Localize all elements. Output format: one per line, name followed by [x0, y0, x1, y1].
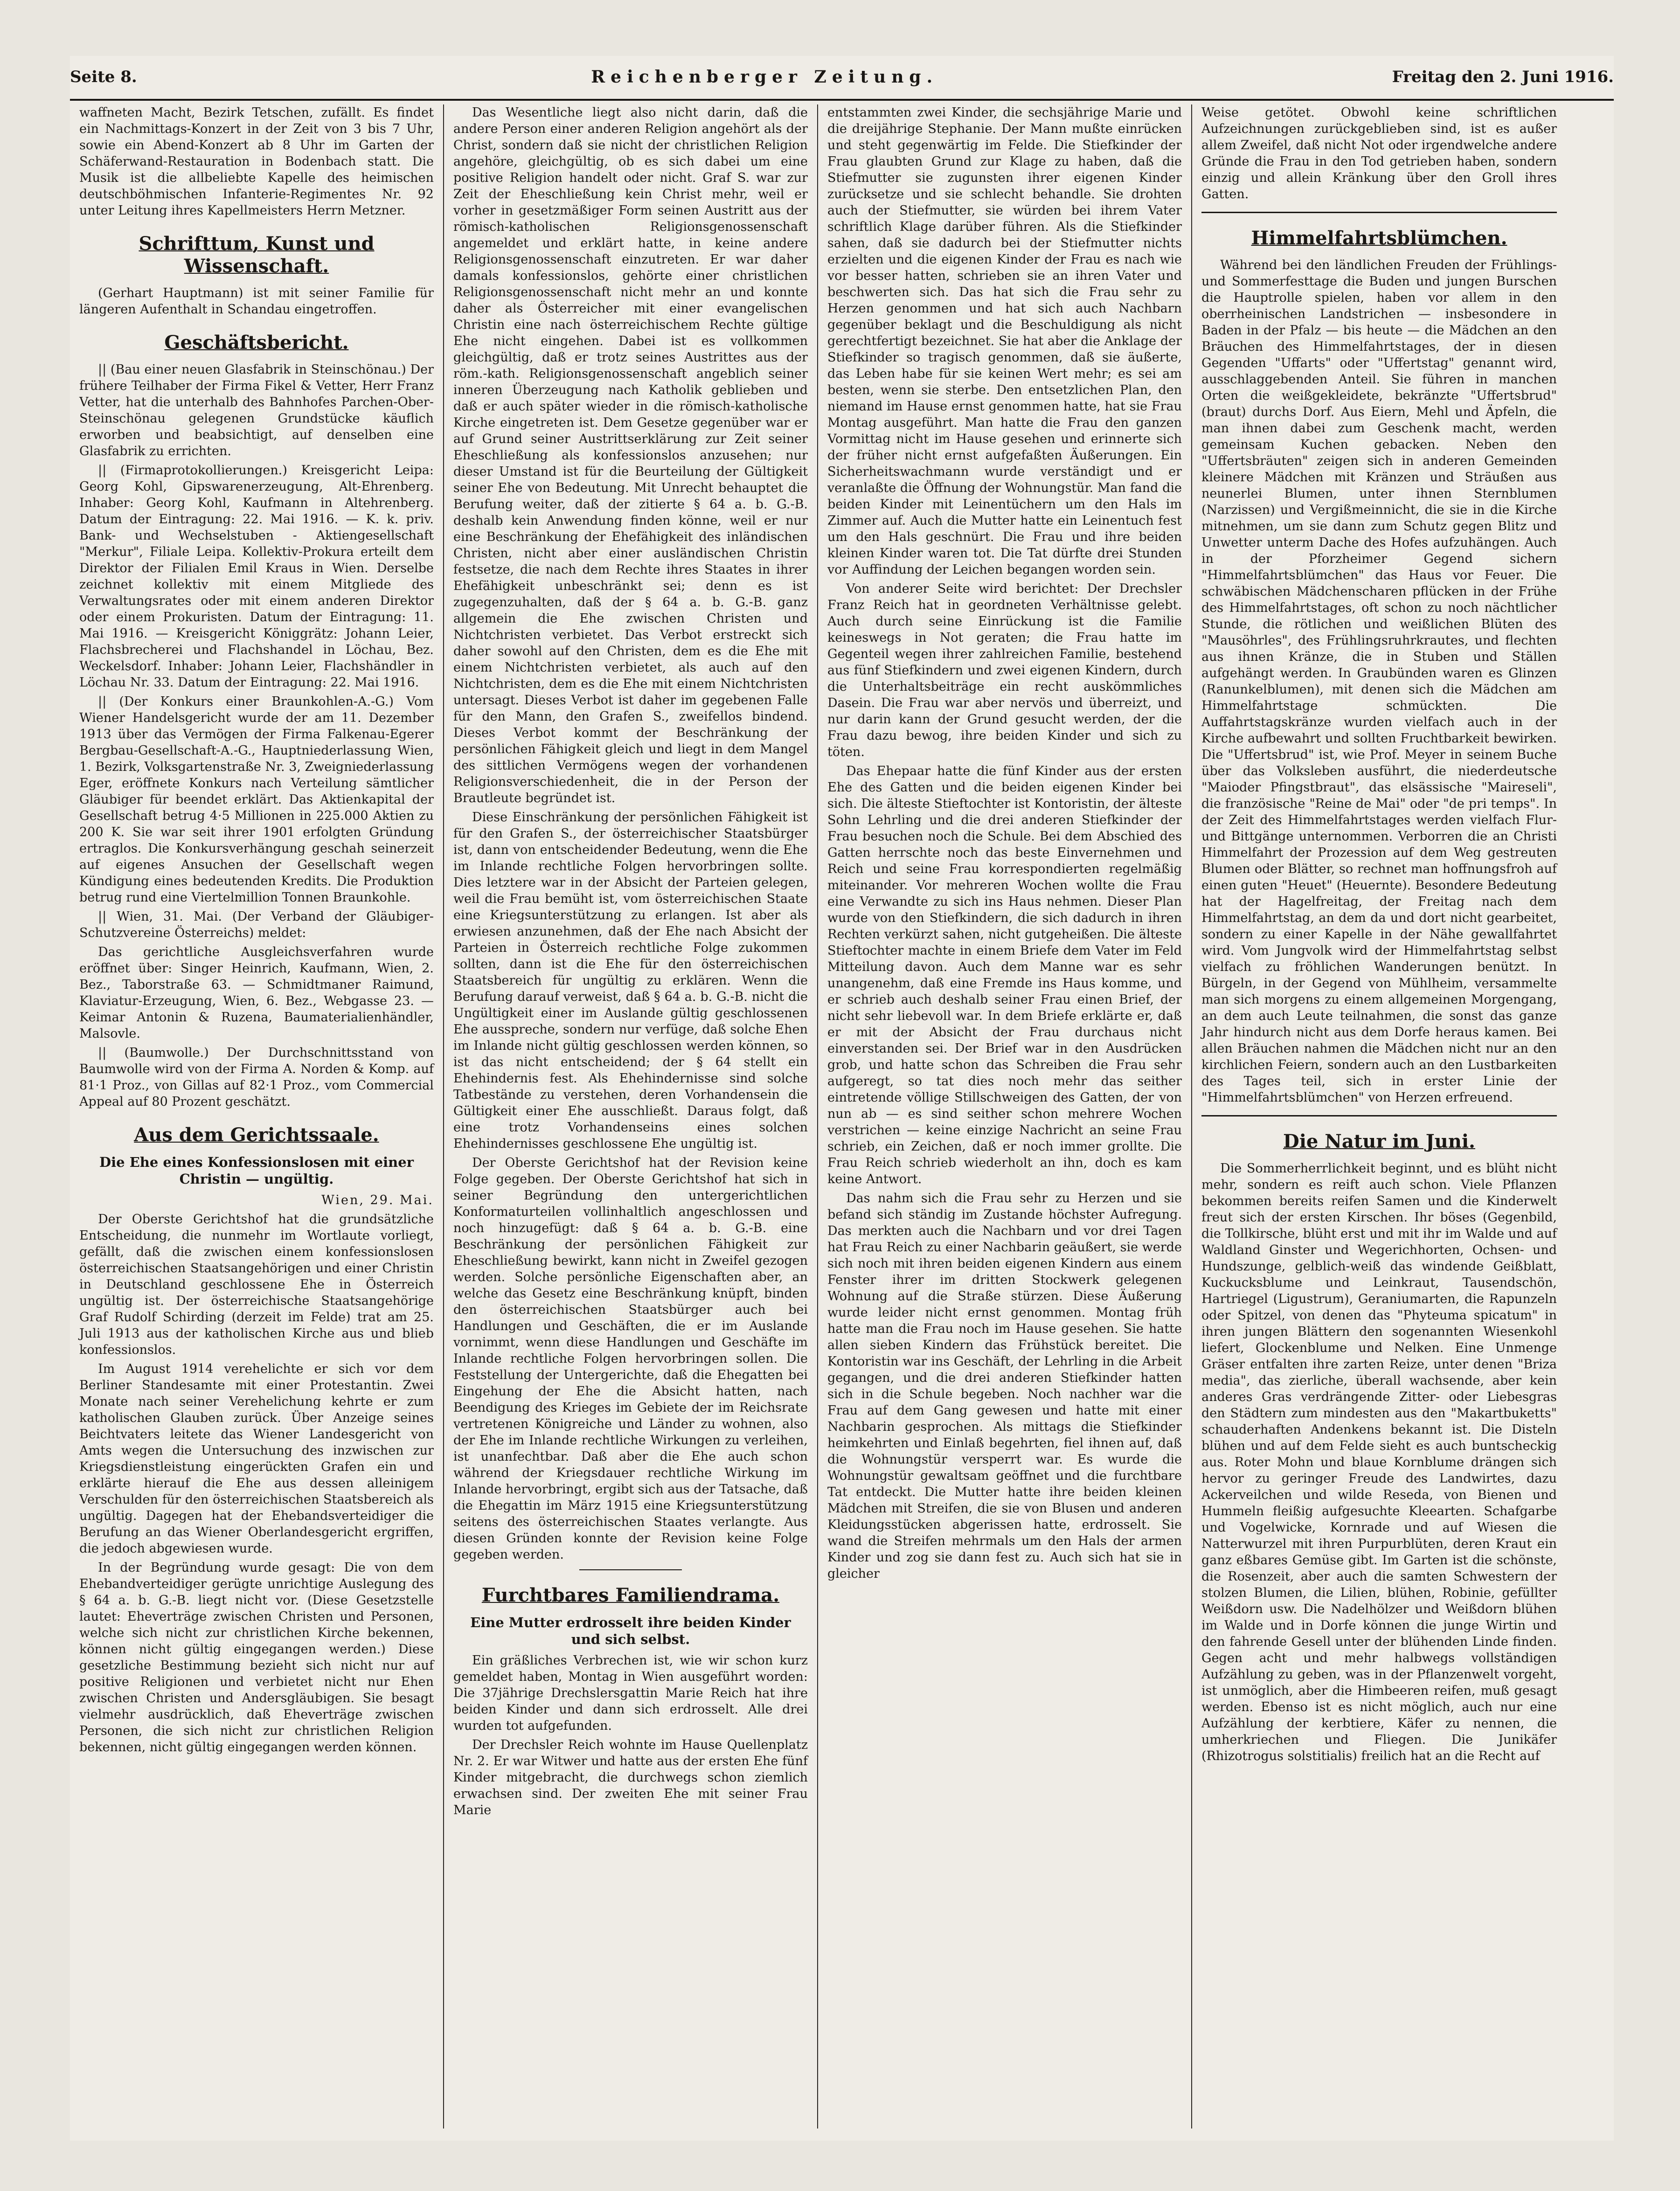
article-text: Von anderer Seite wird berichtet: Der Drechsler Franz Reich hat in geordneten Verhältnisse gelebt. Auch durch seine Einrückung ist die Familie keineswegs in Not geraten; die Frau hatte im Gegenteil wegen ihrer zahlreichen Familie, bestehend aus fünf Stiefkindern und zwei eigenen Kindern, durch die Unterhaltsbeiträge ein recht auskömmliches Dasein. Die Frau war aber nervös und überreizt, und nur darin kann der Grund gesucht werden, der die Frau dazu bewog, ihre beiden Kinder und sich zu töten. — [827, 582, 1182, 759]
section-heading-kunst: Schrifttum, Kunst und Wissenschaft. — [139, 233, 375, 277]
article-subheading: Die Ehe eines Konfessionslosen mit einer Christin — ungültig. — [99, 1154, 414, 1187]
section-heading-himmelfahrt: Himmelfahrtsblümchen. — [1251, 227, 1507, 249]
header-rule — [70, 99, 1614, 101]
newspaper-page — [70, 56, 1614, 2141]
columns — [70, 104, 1614, 2129]
article-text: Diese Einschränkung der persönlichen Fähigkeit ist für den Grafen S., der österreichischer Staatsbürger ist, dann von entscheidender Bedeutung, wenn die Ehe im Inlande rechtliche Folgen hervorbringen sollte. Dies letztere war in der Absicht der Parteien gelegen, weil die Frau bemüht ist, vom österreichischen Staate eine Kriegsunterstützung zu erlangen. Ist aber als erwiesen anzunehmen, daß der Ehe nach Absicht der Parteien in Österreich rechtliche Folge zukommen sollten, dann ist die Ehe für den österreichischen Staatsbereich für ungültig zu erklären. Wenn die Berufung darauf verweist, daß § 64 a. b. G.-B. nicht die Ungültigkeit einer im Auslande gültig geschlossenen Ehe ausspreche, sondern nur verfüge, daß solche Ehen im Inlande nicht gültig geschlossen werden können, so ist das nicht entscheidend; der § 64 stellt ein Ehehindernis fest. Als Ehehindernisse sind solche Tatbestände zu verstehen, deren Vorhandensein die Gültigkeit einer Ehe ausschließt. Daraus folgt, daß eine trotz Vorhandenseins eines solchen Ehehindernisses geschlossene Ehe ungültig ist. — [453, 810, 808, 1151]
article-text: waffneten Macht, Bezirk Tetschen, zufällt. Es findet ein Nachmittags-Konzert in der Zeit von 3 bis 7 Uhr, sowie ein Abend-Konzert ab 8 Uhr im Garten der Schäferwand-Restauration in Bodenbach statt. Die Musik ist die allbeliebte Kapelle des heimischen deutschböhmischen Infanterie-Regimentes Nr. 92 unter Leitung ihres Kapellmeisters Herrn Metzner. — [79, 105, 434, 218]
article-text: (Gerhart Hauptmann) ist mit seiner Familie für längeren Aufenthalt in Schandau eingetroffen. — [79, 286, 434, 317]
section-heading-gericht: Aus dem Gerichtssaale. — [134, 1124, 379, 1146]
separator — [1201, 1115, 1557, 1116]
article-text: Im August 1914 verehelichte er sich vor dem Berliner Standesamte mit einer Protestantin. Zwei Monate nach seiner Verehelichung kehrte er zum katholischen Glauben zurück. Über Anzeige seines Beichtvaters leitete das Wiener Landesgericht von Amts wegen die Untersuchung des inzwischen zur Kriegsdienstleistung eingerückten Grafen ein und erklärte hierauf die Ehe aus dessen alleinigem Verschulden für den österreichischen Staatsbereich als ungültig. Dagegen hat der Ehebandsverteidiger die Berufung an das Wiener Oberlandesgericht ergriffen, die jedoch abgewiesen wurde. — [79, 1362, 434, 1556]
column-4 — [1192, 104, 1566, 2129]
column-2 — [444, 104, 818, 2129]
article-text: entstammten zwei Kinder, die sechsjährige Marie und die dreijährige Stephanie. Der Mann mußte einrücken und steht gegenwärtig im Felde. Die Stiefkinder der Frau glaubten Grund zur Klage zu haben, daß die Stiefmutter sie zugunsten ihrer eigenen Kinder zurücksetze und sie schlecht behandle. Sie drohten auch der Stiefmutter, sie würden bei ihrem Vater schriftlich Klage darüber führen. Als die Stiefkinder sahen, daß sie dadurch bei der Stiefmutter nichts erzielten und die eigenen Kinder der Frau es nach wie vor besser hatten, schrieben sie an ihren Vater und beschwerten sich. Das hat sich die Frau sehr zu Herzen genommen und hat sich auch Nachbarn gegenüber beklagt und die Beschuldigung als nicht gerechtfertigt bezeichnet. Sie hat aber die Anklage der Stiefkinder so tragisch genommen, daß sie äußerte, das Leben habe für sie keinen Wert mehr; es sei am besten, wenn sie sterbe. Den entsetzlichen Plan, den niemand im Hause ernst genommen hatte, hat sie Frau Montag ausgeführt. Man hatte die Frau den ganzen Vormittag nicht im Hause gesehen und erinnerte sich der früher nicht ernst aufgefaßten Äußerungen. Ein Sicherheitswachmann wurde verständigt und er veranlaßte die Öffnung der Wohnungstür. Man fand die beiden Kinder mit Leinentüchern um den Hals im Zimmer auf. Auch die Mutter hatte ein Leinentuch fest um den Hals geschnürt. Die Frau und ihre beiden kleinen Kinder waren tot. Die Tat dürfte drei Stunden vor Auffindung der Leichen begangen worden sein. — [827, 105, 1182, 577]
article-text: || (Der Konkurs einer Braunkohlen-A.-G.) Vom Wiener Handelsgericht wurde der am 11. Dezember 1913 über das Vermögen der Firma Falkenau-Egerer Bergbau-Gesellschaft-A.-G., Hauptniederlassung Wien, 1. Bezirk, Volksgartenstraße Nr. 3, Zweigniederlassung Eger, eröffnete Konkurs nach Verteilung sämtlicher Gläubiger für beendet erklärt. Das Aktienkapital der Gesellschaft betrug 4·5 Millionen in 225.000 Aktien zu 200 K. Sie war seit ihrer 1901 erfolgten Gründung ertraglos. Die Konkursverhängung geschah seinerzeit auf eigenes Ansuchen der Gesellschaft wegen Kündigung eines bedeutenden Kredits. Die Produktion betrug rund eine Viertelmillion Tonnen Braunkohle. — [79, 694, 434, 905]
dateline: Wien, 29. Mai. — [321, 1193, 434, 1207]
page-header — [70, 56, 1614, 98]
article-text: || Wien, 31. Mai. (Der Verband der Gläubiger-Schutzvereine Österreichs) meldet: — [79, 909, 434, 940]
separator — [1201, 212, 1557, 213]
article-text: Das Wesentliche liegt also nicht darin, daß die andere Person einer anderen Religion angehört als der Christ, sondern daß sie nicht der christlichen Religion angehöre, gleichgültig, ob es sich dabei um eine positive Religion handelt oder nicht. Graf S. war zur Zeit der Eheschließung kein Christ mehr, weil er vorher in gesetzmäßiger Form seinen Austritt aus der römisch-katholischen Religionsgenossenschaft angemeldet und erklärt hatte, in keine andere Religionsgenossenschaft einzutreten. Er war daher damals konfessionslos, gehörte einer christlichen Religionsgenossenschaft nicht mehr an und konnte daher als Österreicher mit einer evangelischen Christin eine nach österreichischem Rechte gültige Ehe nicht eingehen. Dabei ist es vollkommen gleichgültig, daß er trotz seines Austrittes aus der röm.-kath. Religionsgenossenschaft angeblich seiner inneren Überzeugung nach Katholik geblieben und daß er auch später wieder in die römisch-katholische Kirche eingetreten ist. Dem Gesetze gegenüber war er auf Grund seiner Austrittserklärung zur Zeit seiner Eheschließung als konfessionslos anzusehen; nur dieser Umstand ist für die Beurteilung der Gültigkeit seiner Ehe von Bedeutung. Mit Unrecht behauptet die Berufung weiter, daß der zitierte § 64 a. b. G.-B. deshalb kein Anwendung finden könne, weil er nur eine Beschränkung der Ehefähigkeit des inländischen Christen, nicht aber einer ausländischen Christin festsetze, die nach dem Rechte ihres Staates in ihrer Ehefähigkeit unbeschränkt sei; denn es ist zugegenzuhalten, daß der § 64 a. b. G.-B. ganz allgemein die Ehe zwischen Christen und Nichtchristen verbietet. Das Verbot erstreckt sich daher sowohl auf den Christen, dem es die Ehe mit einem Nichtchristen verbietet, als auch auf den Nichtchristen, dem es die Ehe mit einem Nichtchristen untersagt. Dieses Verbot ist daher im gegebenen Falle für den Mann, den Grafen S., zweifellos bindend. Dieses Verbot kommt der Beschränkung der persönlichen Fähigkeit gleich und liegt in dem Mangel des sittlichen Vermögens wegen der vorhandenen Religionsverschiedenheit, die in der Person der Brautleute begründet ist. — [453, 105, 808, 805]
page-number: Seite 8. — [70, 68, 137, 86]
article-text: Das Ehepaar hatte die fünf Kinder aus der ersten Ehe des Gatten und die beiden eigenen Kinder bei sich. Die älteste Stieftochter ist Kontoristin, der älteste Sohn Lehrling und die drei anderen Stiefkinder der Frau besuchen noch die Schule. Bei dem Abschied des Gatten herrschte noch das beste Einvernehmen und Reich und seine Frau korrespondierten regelmäßig miteinander. Vor mehreren Wochen wollte die Frau eine Verwandte zu sich ins Haus nehmen. Dieser Plan wurde von den Stiefkindern, die sich dadurch in ihren Rechten verkürzt sahen, nicht gutgeheißen. Die älteste Stieftochter machte in einem Briefe dem Vater im Feld Mitteilung davon. Auch dem Manne war es sehr unangenehm, daß eine Fremde ins Haus komme, und er schrieb auch deshalb seiner Frau einen Brief, der nicht sehr liebevoll war. In dem Briefe erklärte er, daß er mit der Absicht der Frau durchaus nicht einverstanden sei. Der Brief war in den Ausdrücken grob, und hatte schon das Schreiben die Frau sehr aufgeregt, so tat dies noch mehr das seither eintretende völlige Stillschweigen des Gatten, der von nun ab — es sind seither schon mehrere Wochen verstrichen — keine einzige Nachricht an seine Frau schrieb, ein Zeichen, daß er noch immer grollte. Die Frau Reich schrieb wiederholt an ihn, doch es kam keine Antwort. — [827, 764, 1182, 1186]
section-heading-geschaeft: Geschäftsbericht. — [164, 332, 349, 354]
article-subheading: Eine Mutter erdrosselt ihre beiden Kinder und sich selbst. — [470, 1615, 791, 1647]
section-heading-natur: Die Natur im Juni. — [1283, 1130, 1475, 1152]
article-text: In der Begründung wurde gesagt: Die von dem Ehebandverteidiger gerügte unrichtige Auslegung des § 64 a. b. G.-B. liegt nicht vor. (Diese Gesetzstelle lautet: Eheverträge zwischen Christen und Personen, welche sich nicht zur christlichen Kirche bekennen, können nicht gültig eingegangen werden.) Diese gesetzliche Bestimmung bezieht sich nicht nur auf positive Religionen und verbietet nicht nur Ehen zwischen Christen und Andersgläubigen. Sie besagt vielmehr ausdrücklich, daß Eheverträge zwischen Personen, die sich nicht zur christlichen Religion bekennen, nicht gültig eingegangen werden können. — [79, 1560, 434, 1754]
separator — [579, 1569, 682, 1570]
column-3 — [818, 104, 1192, 2129]
article-text: Das nahm sich die Frau sehr zu Herzen und sie befand sich ständig im Zustande höchster Aufregung. Das merkten auch die Nachbarn und vor drei Tagen hat Frau Reich zu einer Nachbarin geäußert, sie werde sich noch mit ihren beiden eigenen Kindern aus einem Fenster ihrer im dritten Stockwerk gelegenen Wohnung auf die Straße stürzen. Diese Äußerung wurde leider nicht ernst genommen. Montag früh hatte man die Frau noch im Hause gesehen. Sie hatte allen sieben Kindern das Frühstück bereitet. Die Kontoristin war ins Geschäft, der Lehrling in die Arbeit gegangen, und die drei anderen Stiefkinder hatten sich in die Schule begeben. Noch nachher war die Frau auf dem Gang gewesen und hatte mit einer Nachbarin gesprochen. Als mittags die Stiefkinder heimkehrten und Einlaß begehrten, fiel ihnen auf, daß die Wohnungstür versperrt war. Es wurde die Wohnungstür gewaltsam geöffnet und die furchtbare Tat entdeckt. Die Mutter hatte ihre beiden kleinen Mädchen mit Streifen, die sie von Blusen und anderen Kleidungsstücken abgerissen hatte, erdrosselt. Sie wand die Streifen mehrmals um den Hals der armen Kinder und zog sie dann fest zu. Auch sich hat sie in gleicher — [827, 1191, 1182, 1581]
issue-date: Freitag den 2. Juni 1916. — [1392, 68, 1614, 86]
article-text: Während bei den ländlichen Freuden der Frühlings- und Sommerfesttage die Buden und jungen Burschen die Hauptrolle spielen, haben vor allem in den oberrheinischen Landstrichen — insbesondere in Baden in der Pfalz — bis heute — die Mädchen an den Bräuchen des Himmelfahrtstages, der in diesen Gegenden "Uffarts" oder "Uffertstag" genannt wird, ausschlaggebenden Anteil. Sie führen in manchen Orten die weißgekleidete, bekränzte "Uffertsbrud" (braut) durchs Dorf. Aus Eiern, Mehl und Äpfeln, die man ihnen dabei zum Geschenk macht, werden gemeinsam Kuchen gebacken. Neben den "Uffertsbräuten" zeigen sich in anderen Gemeinden kleinere Mädchen mit Kränzen und Sträußen aus neunerlei Blumen, unter ihnen Sternblumen (Narzissen) und Vergißmeinnicht, die sie in die Kirche mitnehmen, um sie dann zum Schutz gegen Blitz und Unwetter unterm Dache des Hofes aufzuhängen. Auch in der Pforzheimer Gegend sichern "Himmelfahrtsblümchen" das Haus vor Feuer. Die schwäbischen Mädchenscharen pflücken in der Frühe des Himmelfahrtstages, oft schon zu noch nächtlicher Stunde, die rötlichen und weißlichen Blüten des "Mausöhrles", des Frühlingsruhrkrautes, und flechten aus ihnen Kränze, die in Stuben und Ställen aufgehängt werden. In Graubünden waren es Glinzen (Ranunkelblumen), mit denen sich die Mädchen am Himmelfahrtstage schmückten. Die Auffahrtstagskränze wurden vielfach auch in der Kirche aufbewahrt und sollten Fruchtbarkeit bewirken. Die "Uffertsbrud" ist, wie Prof. Meyer in seinem Buche über das Volksleben ausführt, die niederdeutsche "Maioder Pfingstbraut", das elsässische "Maireseli", die französische "Reine de Mai" oder "de pri temps". In der Zeit des Himmelfahrtstages werden vielfach Flur- und Bittgänge unternommen. Verborren die an Christi Himmelfahrt der Prozession auf dem Weg gestreuten Blumen oder Blätter, so rechnet man hoffnungsfroh auf einen guten "Heuet" (Heuernte). Besondere Bedeutung hat der Hagelfreitag, der Freitag nach dem Himmelfahrtstag, an dem da und dort nicht gearbeitet, sondern zu einer Kapelle in der Nähe gewallfahrtet wird. Vom Jungvolk wird der Himmelfahrtstag selbst vielfach zu fröhlichen Wanderungen benützt. In Bürgeln, in der Gegend von Mühlheim, versammelte man sich morgens zu einem allgemeinen Morgengang, an dem auch Leute teilnahmen, die sonst das ganze Jahr hindurch nicht aus dem Dorfe heraus kamen. Bei allen Bräuchen nahmen die Mädchen nicht nur an den kirchlichen Feiern, sondern auch an den Lustbarkeiten des Tages teil, sich in erster Linie der "Himmelfahrtsblümchen" von Herzen erfreuend. — [1201, 258, 1557, 1105]
newspaper-title: Reichenberger Zeitung. — [591, 67, 938, 87]
article-text: || (Baumwolle.) Der Durchschnittsstand von Baumwolle wird von der Firma A. Norden & Komp. auf 81·1 Proz., von Gillas auf 82·1 Proz., vom Commercial Appeal auf 80 Prozent geschätzt. — [79, 1046, 434, 1109]
section-heading-drama: Furchtbares Familiendrama. — [481, 1584, 780, 1606]
article-text: Der Oberste Gerichtshof hat der Revision keine Folge gegeben. Der Oberste Gerichtshof hat sich in seiner Begründung den untergerichtlichen Konformaturteilen vollinhaltlich angeschlossen und noch hinzugefügt: daß § 64 a. b. G.-B. eine Beschränkung der persönlichen Fähigkeit zur Eheschließung bewirkt, kann nicht in Zweifel gezogen werden. Solche persönliche Eigenschaften aber, an welche das Gesetz eine Beschränkung knüpft, binden den österreichischen Staatsbürger auch bei Handlungen und Geschäften, die er im Auslande vornimmt, wenn diese Handlungen und Geschäfte im Inlande rechtliche Folgen hervorbringen sollen. Die Feststellung der Untergerichte, daß die Ehegatten bei Eingehung der Ehe die Absicht hatten, nach Beendigung des Krieges im Gebiete der im Reichsrate vertretenen Königreiche und Länder zu wohnen, also der Ehe im Inlande rechtliche Wirkungen zu verleihen, ist unanfechtbar. Daß aber die Ehe auch schon während der Kriegsdauer rechtliche Wirkung im Inlande hervorbringt, ergibt sich aus der Tatsache, daß die Ehegattin im März 1915 eine Kriegsunterstützung seitens des österreichischen Staates verlangte. Aus diesen Gründen konnte der Revision keine Folge gegeben werden. — [453, 1156, 808, 1562]
article-text: Der Drechsler Reich wohnte im Hause Quellenplatz Nr. 2. Er war Witwer und hatte aus der ersten Ehe fünf Kinder mitgebracht, die durchwegs schon ziemlich erwachsen sind. Der zweiten Ehe mit seiner Frau Marie — [453, 1738, 808, 1817]
article-text: Ein gräßliches Verbrechen ist, wie wir schon kurz gemeldet haben, Montag in Wien ausgeführt worden: Die 37jährige Drechslersgattin Marie Reich hat ihre beiden Kinder und dann sich erdrosselt. Alle drei wurden tot aufgefunden. — [453, 1653, 808, 1733]
article-text: Die Sommerherrlichkeit beginnt, und es blüht nicht mehr, sondern es reift auch schon. Viele Pflanzen bekommen bereits reifen Samen und die Kinderwelt freut sich der ersten Kirschen. Ihr böses (Gegenbild, die Tollkirsche, blüht erst und mit ihr im Walde und auf Waldland Ginster und Wegerichhorten, Ochsen- und Hundszunge, gelblich-weiß das windende Geißblatt, Kuckucksblume und Leinkraut, Tausendschön, Hartriegel (Ligustrum), Geraniumarten, die Rapunzeln oder Spitzel, von denen das "Phyteuma spicatum" in ihren jungen Blättern den sogenannten Wiesenkohl liefert, Glockenblume und Nelken. Eine Unmenge Gräser entfalten ihre zarten Reize, unter denen "Briza media", das zierliche, überall wachsende, aber kein anderes Gras verdrängende Zitter- oder Liebesgras den Städtern zum mindesten aus den "Makartbuketts" schauderhaften Andenkens bekannt ist. Die Disteln blühen und auf dem Felde sieht es auch buntscheckig aus. Roter Mohn und blaue Kornblume drängen sich hervor zu geringer Freude des Landwirtes, dazu Ackerveilchen und wilde Reseda, von Bienen und Hummeln fleißig aufgesuchte Kleearten. Schafgarbe und Vogelwicke, Kornrade und auf Wiesen die Natterwurzel mit ihren Purpurblüten, deren Kraut ein ganz eßbares Gemüse gibt. Im Garten ist die schönste, die Rosenzeit, aber auch die samten Schwestern der stolzen Blumen, die Lilien, blühen, Robinie, gefüllter Weißdorn usw. Die Nadelhölzer und Weißdorn blühen im Walde und in Dorfe können die junge Wirtin und den fahrende Gesell unter der blühenden Linde finden. Gegen acht und mehr halbwegs vollständigen Aufzählung zu geben, was in der Pflanzenwelt vorgeht, ist unmöglich, aber die Himbeeren reifen, muß gesagt werden. Ebenso ist es nicht möglich, auch nur eine Aufzählung der kerbtiere, Käfer zu nennen, die umherkriechen und Fliegen. Die Junikäfer (Rhizotrogus solstitialis) freilich hat an die Recht auf — [1201, 1161, 1557, 1763]
article-text: || (Firmaprotokollierungen.) Kreisgericht Leipa: Georg Kohl, Gipswarenerzeugung, Alt-Ehrenberg. Inhaber: Georg Kohl, Kaufmann in Altehrenberg. Datum der Eintragung: 22. Mai 1916. — K. k. priv. Bank- und Wechselstuben - Aktiengesellschaft "Merkur", Filiale Leipa. Kollektiv-Prokura erteilt dem Direktor der Filialen Emil Kraus in Wien. Derselbe zeichnet kollektiv mit einem Mitgliede des Verwaltungsrates oder mit einem anderen Direktor oder einem Prokuristen. Datum der Eintragung: 11. Mai 1916. — Kreisgericht Königgrätz: Johann Leier, Flachsbrecherei und Flachshandel in Löchau, Bez. Weckelsdorf. Inhaber: Johann Leier, Flachshändler in Löchau Nr. 33. Datum der Eintragung: 22. Mai 1916. — [79, 463, 434, 690]
article-text: Das gerichtliche Ausgleichsverfahren wurde eröffnet über: Singer Heinrich, Kaufmann, Wien, 2. Bez., Taborstraße 63. — Schmidtmaner Raimund, Klaviatur-Erzeugung, Wien, 6. Bez., Webgasse 23. — Keimar Antonin & Ruzena, Baumaterialienhändler, Malsovle. — [79, 945, 434, 1041]
article-text: || (Bau einer neuen Glasfabrik in Steinschönau.) Der frühere Teilhaber der Firma Fikel & Vetter, Herr Franz Vetter, hat die unterhalb des Bahnhofes Parchen-Ober-Steinschönau gelegenen Grundstücke käuflich erworben und beabsichtigt, auf denselben eine Glasfabrik zu errichten. — [79, 362, 434, 458]
article-text: Weise getötet. Obwohl keine schriftlichen Aufzeichnungen zurückgeblieben sind, ist es außer allem Zweifel, daß nicht Not oder irgendwelche andere Gründe die Frau in den Tod getrieben haben, sondern einzig und allein Kränkung über den Groll ihres Gatten. — [1201, 105, 1557, 201]
column-1 — [70, 104, 444, 2129]
article-text: Der Oberste Gerichtshof hat die grundsätzliche Entscheidung, die nunmehr im Wortlaute vorliegt, gefällt, daß die zwischen einem konfessionslosen österreichischen Staatsangehörigen und einer Christin in Deutschland geschlossene Ehe in Österreich ungültig ist. Der österreichische Staatsangehörige Graf Rudolf Schirding (derzeit im Felde) trat am 25. Juli 1913 aus der katholischen Kirche aus und blieb konfessionslos. — [79, 1212, 434, 1357]
